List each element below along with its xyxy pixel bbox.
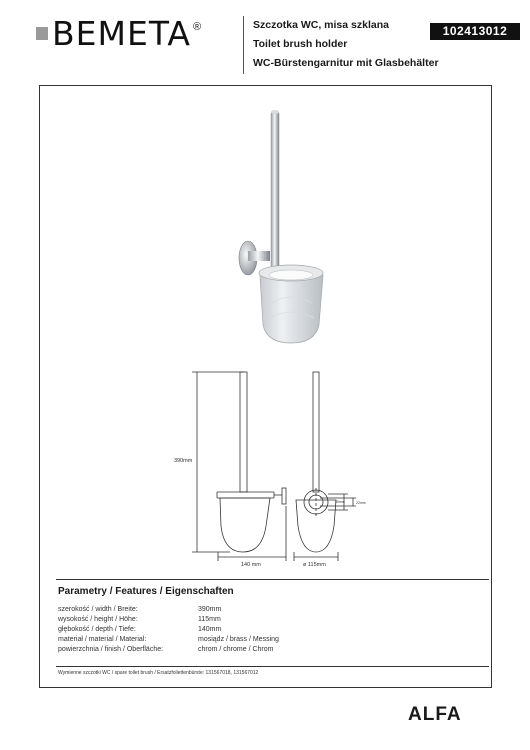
param-value: 140mm	[198, 626, 222, 633]
product-photo	[220, 103, 330, 353]
side-cup	[220, 498, 270, 552]
title-polish: Szczotka WC, misa szklana	[253, 19, 389, 31]
param-value: 390mm	[198, 606, 222, 613]
param-row-depth	[58, 625, 279, 635]
brand-logo	[36, 14, 201, 54]
brand-name: BEMETA	[52, 14, 191, 53]
dim-small-label-2: 22mm	[356, 501, 366, 505]
param-value: chrom / chrome / Chrom	[198, 646, 274, 653]
param-label: głębokość / depth / Tiefe:	[58, 626, 136, 633]
param-value: 115mm	[198, 616, 221, 623]
param-value: mosiądz / brass / Messing	[198, 636, 279, 643]
product-code-badge: 102413012	[430, 23, 520, 40]
logo-square-mark	[36, 27, 48, 40]
param-row-finish	[58, 645, 279, 655]
registered-mark: ®	[192, 21, 202, 33]
params-top-rule	[56, 579, 489, 580]
title-english: Toilet brush holder	[253, 38, 348, 50]
side-wall-mount	[282, 488, 286, 504]
front-cup	[296, 500, 336, 552]
side-rod	[240, 372, 247, 492]
height-label: 390mm	[174, 458, 193, 464]
params-title: Parametry / Features / Eigenschaften	[58, 586, 234, 597]
param-label: wysokość / height / Höhe:	[58, 616, 138, 623]
param-label: powierzchnia / finish / Oberfläche:	[58, 646, 164, 653]
front-rod	[313, 372, 319, 492]
param-row-height	[58, 615, 279, 625]
series-name: ALFA	[408, 704, 462, 725]
params-bottom-rule	[56, 666, 489, 667]
param-label: materiał / material / Material:	[58, 636, 147, 643]
param-label: szerokość / width / Breite:	[58, 606, 138, 613]
dim-small-label-1: 30mm	[335, 500, 345, 504]
title-german: WC-Bürstengarnitur mit Glasbehälter	[253, 57, 439, 69]
diameter-label: ø 115mm	[303, 562, 326, 568]
header-divider	[243, 16, 244, 74]
param-row-width	[58, 605, 279, 615]
param-row-material	[58, 635, 279, 645]
params-table	[58, 605, 279, 655]
technical-drawing	[170, 364, 370, 574]
width-label: 140 mm	[241, 562, 261, 568]
spare-parts-note: Wymienne szczotki WC / spare toilet brush / Ersatzfoilettenbürste: 131567018, 131567012	[58, 670, 259, 676]
product-titles	[253, 16, 439, 73]
